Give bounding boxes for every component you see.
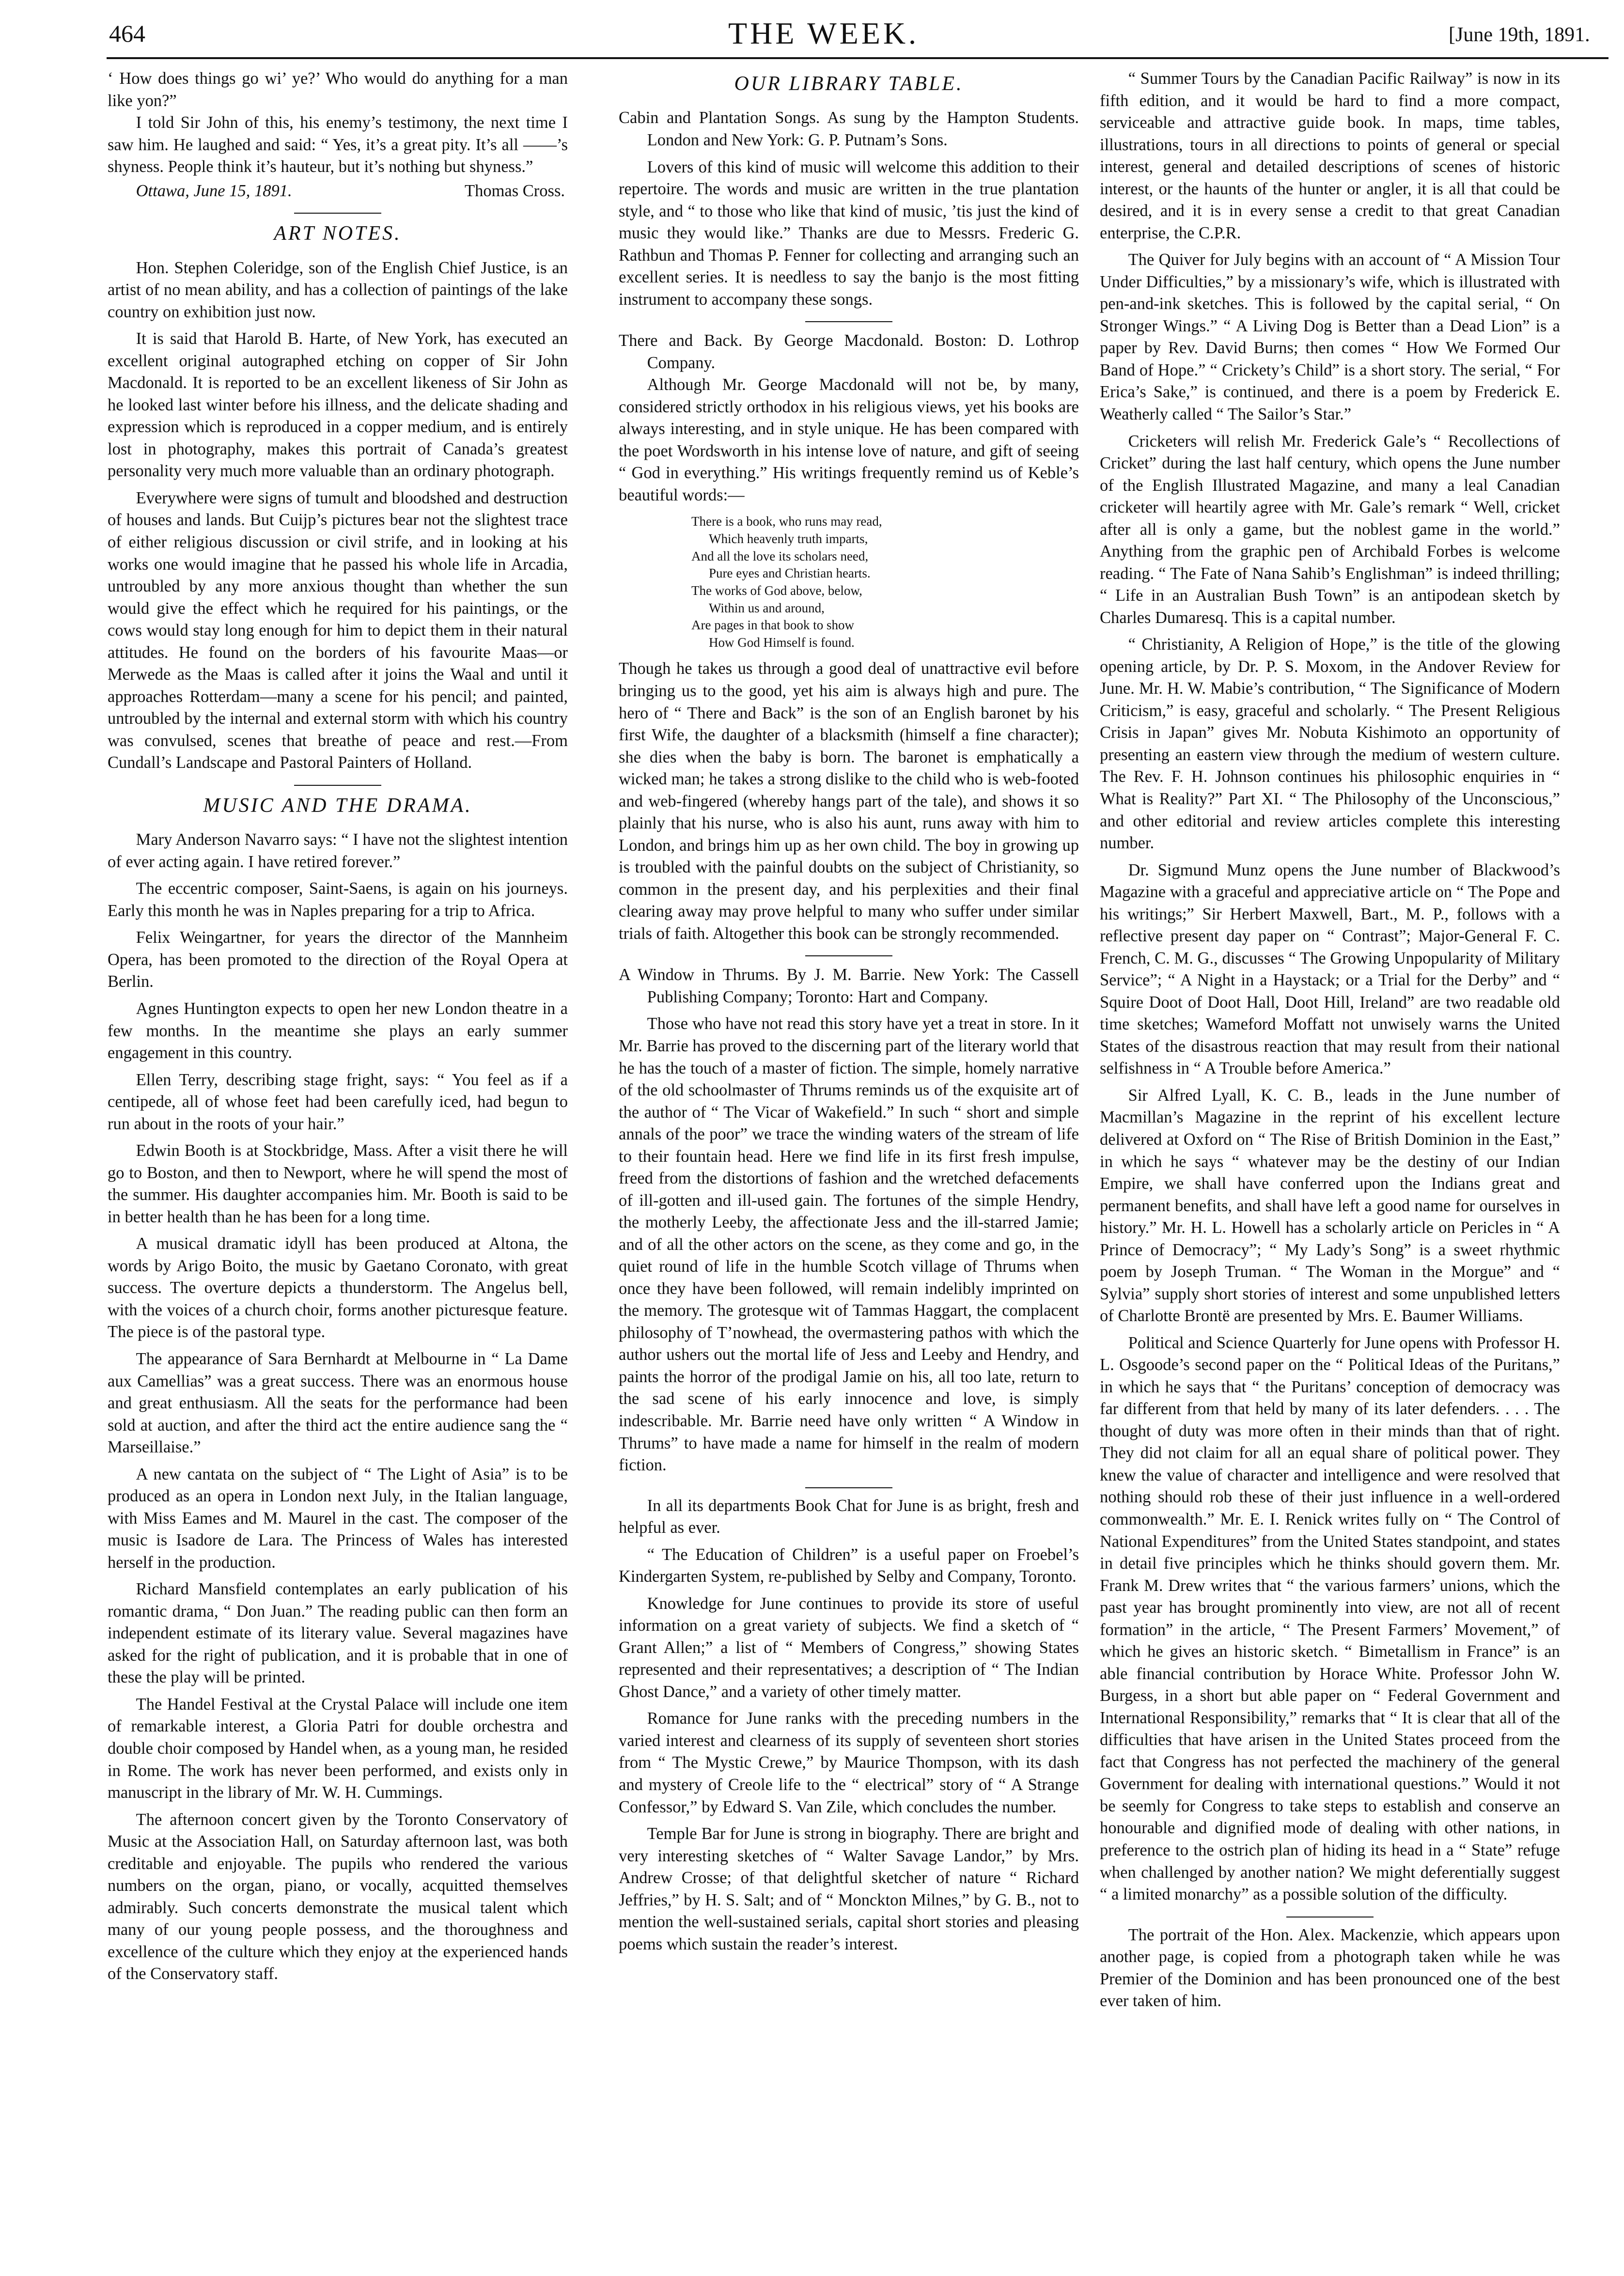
paragraph: Political and Science Quarterly for June opens with Professor H. L. Osgoode’s second paper on the “ Political Ideas of the Puritans,” in which he says that “ the Puritans’ conception of democracy was far different from that held by many of its later defenders. . . . The thought of duty was more often in their minds than that of right. They did not claim for all an equal share of political power. They knew the value of character and intelligence and were resolved that nothing should rob these of their just influence in a well-ordered commonwealth.” Mr. E. I. Renick writes fully on “ The Control of National Expenditures” from the United States standpoint, and states in detail five principles which he thinks should govern them. Mr. Frank M. Drew writes that “ the various farmers’ unions, which the past year has brought prominently into view, are not all of recent formation” in the article, “ The Present Farmers’ Movement,” of which he gives an historic sketch. “ Bimetallism in France” is an able financial contribution by Horace White. Professor John W. Burgess, in a short but able paper on “ Federal Government and International Responsibility,” remarks that “ It is clear that all of the difficulties that have arisen in the United States proceed from the fact that Congress has not perfected the machinery of the general Government for dealing with international questions.” Would it not be seemly for Congress to take steps to establish and conserve an honourable and dignified mode of dealing with other nations, in preference to the ostrich plan of hiding its head in a “ State” refuge when challenged by another nation? We might deferentially suggest “ a limited monarchy” as a possible solution of the difficulty. <box>1100 1333 1560 1904</box>
column-2 <box>619 68 1079 1955</box>
section-heading-music-drama: MUSIC AND THE DRAMA. <box>203 794 472 817</box>
section-heading-art-notes: ART NOTES. <box>274 222 402 245</box>
issue-date: [June 19th, 1891. <box>1449 24 1590 46</box>
review-title: Cabin and Plantation Songs. As sung by the Hampton Students. London and New York: G. P. Putnam’s Sons. <box>619 109 1079 149</box>
paragraph: “ The Education of Children” is a useful paper on Froebel’s Kindergarten System, re-published by Selby and Company, Toronto. <box>619 1545 1079 1586</box>
paragraph: I told Sir John of this, his enemy’s testimony, the next time I saw him. He laughed and said: “ Yes, it’s a great pity. It’s all ——’s shyness. People think it’s hauteur, but it’s nothing but shyness.” <box>108 113 568 176</box>
poem-line: And all the love its scholars need, <box>691 548 869 563</box>
paragraph: Cricketers will relish Mr. Frederick Gale’s “ Recollections of Cricket” during the last half century, which opens the June number of the English Illustrated Magazine, and many a leal Canadian cricketer will heartily agree with Mr. Gale’s remark “ Well, cricket after all is only a game, but the noblest game in the world.” Anything from the graphic pen of Archibald Forbes is welcome reading. “ The Fate of Nana Sahib’s Englishman” is indeed thrilling; “ Life in an Australian Bush Town” is an antipodean sketch by Charles Dumaresq. This is a capital number. <box>1100 432 1560 627</box>
page-number: 464 <box>109 20 145 47</box>
paragraph: The eccentric composer, Saint-Saens, is again on his journeys. Early this month he was in Naples preparing for a trip to Africa. <box>108 879 568 920</box>
paragraph: Lovers of this kind of music will welcome this addition to their repertoire. The words and music are written in the true plantation style, and “ to those who like that kind of music, ’tis just the kind of music they would like.” Thanks are due to Messrs. Frederic G. Rathbun and Thomas P. Fenner for collecting and arranging such an excellent series. It is needless to say the banjo is the most fitting instrument to accompany these songs. <box>619 157 1079 309</box>
paragraph: Edwin Booth is at Stockbridge, Mass. After a visit there he will go to Boston, and then to Newport, where he will spend the most of the summer. His daughter accompanies him. Mr. Booth is said to be in better health than he has been for a long time. <box>108 1141 568 1226</box>
section-rule <box>805 321 892 322</box>
poem-line: Within us and around, <box>709 600 825 615</box>
paragraph: Agnes Huntington expects to open her new London theatre in a few months. In the meantime she plays an early summer engagement in this country. <box>108 999 568 1062</box>
paragraph: A new cantata on the subject of “ The Light of Asia” is to be produced as an opera in London next July, in the Italian language, with Miss Eames and M. Maurel in the cast. The composer of the music is Isadore de Lara. The Princess of Wales has interested herself in the production. <box>108 1465 568 1572</box>
paragraph: The appearance of Sara Bernhardt at Melbourne in “ La Dame aux Camellias” was a great success. There was an enormous house and great enthusiasm. All the seats for the performance had been sold at auction, and after the third act the entire audience sang the “ Marseillaise.” <box>108 1349 568 1457</box>
paragraph: Those who have not read this story have yet a treat in store. In it Mr. Barrie has proved to the discerning part of the literary world that he has the touch of a master of fiction. The simple, homely narrative of the old schoolmaster of Thrums reminds us of the exquisite art of the author of “ The Vicar of Wakefield.” In such “ short and simple annals of the poor” we trace the winding waters of the stream of life to their fountain head. Here we find life in its first fresh impulse, freed from the distortions of fashion and the wretched defacements of ill-gotten and ill-used gain. The fortunes of the simple Hendry, the motherly Leeby, the affectionate Jess and the ill-starred Jamie; and of all the other actors on the scene, as they come and go, in the quiet round of life in the humble Scotch village of Thrums when once they have been followed, will remain indelibly imprinted on the memory. The grotesque wit of Tammas Haggart, the complacent philosophy of T’nowhead, the overmastering pathos with which the author ushers out the mortal life of Jess and Leeby and Hendry, and paints the horror of the prodigal Jamie on his, all too late, return to the sad scene of his early innocence and love, is simply indescribable. Mr. Barrie need have only written “ A Window in Thrums” to have made a name for himself in the realm of modern fiction. <box>619 1014 1079 1475</box>
paragraph: Romance for June ranks with the preceding numbers in the varied interest and clearness of its supply of seventeen short stories from “ The Mystic Crewe,” by Maurice Thompson, with its dash and mystery of Creole life to the “ electrical” story of “ A Strange Confessor,” by Edward S. Van Zile, which concludes the number. <box>619 1709 1079 1816</box>
paragraph: Felix Weingartner, for years the director of the Mannheim Opera, has been promoted to the direction of the Royal Opera at Berlin. <box>108 928 568 991</box>
signature-name: Thomas Cross. <box>465 181 565 200</box>
poem-line: How God Himself is found. <box>709 635 855 650</box>
paragraph: In all its departments Book Chat for June is as bright, fresh and helpful as ever. <box>619 1496 1079 1537</box>
paragraph: “ Summer Tours by the Canadian Pacific Railway” is now in its fifth edition, and it would be hard to find a more compact, serviceable and attractive guide book. In maps, time tables, illustrations, tours in all directions to points of general or special interest, general and detailed descriptions of scenes of historic interest, or the haunts of the hunter or angler, it is all that could be desired, and it is in every sense a credit to that great Canadian enterprise, the C.P.R. <box>1100 69 1560 242</box>
section-rule <box>294 213 381 214</box>
review-title: A Window in Thrums. By J. M. Barrie. New York: The Cassell Publishing Company; Toronto: Hart and Company. <box>619 966 1079 1006</box>
section-rule <box>805 1487 892 1488</box>
paragraph: Hon. Stephen Coleridge, son of the English Chief Justice, is an artist of no mean ability, and has a collection of paintings of the lake country on exhibition just now. <box>108 258 568 321</box>
paragraph: Though he takes us through a good deal of unattractive evil before bringing us to the good, yet his aim is always high and pure. The hero of “ There and Back” is the son of an English baronet by his first Wife, the daughter of a blacksmith (himself a fine character); she dies when the baby is born. The baronet is emphatically a wicked man; he takes a strong dislike to the child who is web-footed and web-fingered (whereby hangs part of the tale), and shows it so plainly that his nurse, who is also his aunt, runs away with him to London, and brings him up as her own child. The boy in growing up is troubled with the painful doubts on the subject of Christianity, so common in the present day, and his perplexities and their final clearing away may prove helpful to many who suffer under similar trials of faith. Altogether this book can be strongly recommended. <box>619 659 1079 943</box>
paragraph: Sir Alfred Lyall, K. C. B., leads in the June number of Macmillan’s Magazine in the reprint of his excellent lecture delivered at Oxford on “ The Rise of British Dominion in the East,” in which he says “ whatever may be the destiny of our Indian Empire, we shall have conferred upon the Indians great and permanent benefits, and shall have left a good name for ourselves in history.” Mr. H. L. Howell has a scholarly article on Pericles in “ A Prince of Democracy”; “ My Lady’s Song” is a sweet rhythmic poem by Joseph Truman. “ The Woman in the Morgue” and “ Sylvia” supply short stories of interest and some unpublished letters of Charlotte Brontë are presented by Mrs. E. Baumer Williams. <box>1100 1086 1560 1325</box>
signature-place: Ottawa, June 15, 1891. <box>136 181 292 200</box>
paragraph: Temple Bar for June is strong in biography. There are bright and very interesting sketches of “ Walter Savage Landor,” by Mrs. Andrew Crosse; of that delightful sketcher of nature “ Richard Jeffries,” by H. S. Salt; and of “ Monckton Milnes,” by G. B., not to mention the well-sustained serials, capital short stories and pleasing poems which sustain the reader’s interest. <box>619 1824 1079 1953</box>
column-1 <box>108 68 568 1985</box>
poem-line: Which heavenly truth imparts, <box>709 531 868 546</box>
paragraph: Dr. Sigmund Munz opens the June number of Blackwood’s Magazine with a graceful and appreciative article on “ The Pope and his writings;” Sir Herbert Maxwell, Bart., M. P., follows with a reflective present day paper on “ Contrast”; Major-General F. C. French, C. M. G., discusses “ The Growing Unpopularity of Military Service”; “ A Night in a Haystack; or a Trial for the Derby” and “ Squire Doot of Doot Hall, Doot Hill, Ireland” are two readable old time sketches; Wameford Moffatt not unwisely warns the United States of the disastrous reaction that may result from their national selfishness in “ A Trouble before America.” <box>1100 860 1560 1078</box>
paragraph: Knowledge for June continues to provide its store of useful information on a great variety of subjects. We find a sketch of “ Grant Allen;” a list of “ Members of Congress,” showing States represented and their representatives; a description of “ The Indian Ghost Dance,” and a variety of other timely matter. <box>619 1594 1079 1701</box>
paragraph: Although Mr. George Macdonald will not be, by many, considered strictly orthodox in his religious views, yet his books are always interesting, and in style unique. He has been compared with the poet Wordsworth in his intense love of nature, and gift of seeing “ God in everything.” His writings frequently remind us of Keble’s beautiful words:— <box>619 375 1079 504</box>
masthead-title: THE WEEK. <box>728 16 920 50</box>
section-rule <box>805 955 892 956</box>
paragraph: The Quiver for July begins with an account of “ A Mission Tour Under Difficulties,” by a missionary’s wife, which is illustrated with pen-and-ink sketches. This is followed by the capital serial, “ On Stronger Wings.” “ A Living Dog is Better than a Dead Lion” is a paper by Rev. David Burns; then comes “ How We Formed Our Band of Hope.” “ Crickety’s Child” is a short story. The serial, “ For Erica’s Sake,” is continued, and there is a poem by Frederick E. Weatherly called “ The Sailor’s Star.” <box>1100 250 1560 423</box>
paragraph: Richard Mansfield contemplates an early publication of his romantic drama, “ Don Juan.” The reading public can then form an independent estimate of its literary value. Several magazines have asked for the right of publication, and it is probable that in one of these the play will be printed. <box>108 1580 568 1687</box>
poem-line: Pure eyes and Christian hearts. <box>709 566 871 581</box>
paragraph: The afternoon concert given by the Toronto Conservatory of Music at the Association Hall, on Saturday afternoon last, was both creditable and enjoyable. The pupils who rendered the various numbers on the organ, piano, or vocally, acquitted themselves admirably. Such concerts demonstrate the musical talent which many of our young people possess, and the thoroughness and excellence of the culture which they enjoy at the experienced hands of the Conservatory staff. <box>108 1810 568 1983</box>
paragraph: The portrait of the Hon. Alex. Mackenzie, which appears upon another page, is copied from a photograph taken while he was Premier of the Dominion and has been pronounced one of the best ever taken of him. <box>1100 1925 1560 2011</box>
paragraph: Ellen Terry, describing stage fright, says: “ You feel as if a centipede, all of whose feet had been carefully iced, had begun to run about in the roots of your hair.” <box>108 1070 568 1133</box>
column-3 <box>1100 68 1560 2012</box>
section-rule <box>294 785 381 786</box>
signature-line <box>108 178 568 203</box>
poem-line: Are pages in that book to show <box>691 618 854 633</box>
section-heading-library-table: OUR LIBRARY TABLE. <box>734 73 964 95</box>
paragraph: “ Christianity, A Religion of Hope,” is the title of the glowing opening article, by Dr. P. S. Moxom, in the Andover Review for June. Mr. H. W. Mabie’s contribution, “ The Significance of Modern Criticism,” is easy, graceful and scholarly. “ The Present Religious Crisis in Japan” gives Mr. Nobuta Kishimoto an opportunity of presenting an eastern view through the medium of western culture. The Rev. F. H. Johnson continues his philosophic enquiries in “ What is Reality?” Part XI. “ The Philosophy of the Unconscious,” and other editorial and review articles complete this interesting number. <box>1100 635 1560 853</box>
paragraph: The Handel Festival at the Crystal Palace will include one item of remarkable interest, a Gloria Patri for double orchestra and double choir composed by Handel when, as a young man, he resided in Rome. The work has never been performed, and exists only in manuscript in the library of Mr. W. H. Cummings. <box>108 1695 568 1802</box>
review-title: There and Back. By George Macdonald. Boston: D. Lothrop Company. <box>619 331 1079 372</box>
paragraph: Everywhere were signs of tumult and bloodshed and destruction of houses and lands. But Cuijp’s pictures bear not the slightest trace of either religious discussion or civil strife, and in looking at his works one would imagine that he passed his whole life in Arcadia, untroubled by any more anxious thought than whether the sun would give the effect which he required for his paintings, or the cows would stay long enough for him to depict them in their natural attitudes. He found on the borders of his favourite Maas—or Merwede as the Maas is called after it joins the Waal and until it approaches Rotterdam—many a scene for his pencil; and painted, untroubled by the internal and external storm with which his country was convulsed, scenes that breathe of peace and rest.—From Cundall’s Landscape and Pastoral Painters of Holland. <box>108 488 568 772</box>
paragraph: Mary Anderson Navarro says: “ I have not the slightest intention of ever acting again. I have retired forever.” <box>108 830 568 871</box>
paragraph: A musical dramatic idyll has been produced at Altona, the words by Arigo Boito, the music by Gaetano Coronato, with great success. The overture depicts a thunderstorm. The Angelus bell, with the voices of a church choir, forms another picturesque feature. The piece is of the pastoral type. <box>108 1234 568 1341</box>
poem <box>691 513 1079 651</box>
paragraph: It is said that Harold B. Harte, of New York, has executed an excellent original autographed etching on copper of Sir John Macdonald. It is reported to be an excellent likeness of Sir John as he looked last winter before his illness, and the delicate shading and expression which is reproduced in a copper medium, and is entirely lost in photography, makes this portrait of Canada’s greatest personality very much more valuable than an ordinary photograph. <box>108 329 568 481</box>
header-rule <box>107 57 1608 59</box>
paragraph: ‘ How does things go wi’ ye?’ Who would do anything for a man like yon?” <box>108 69 568 110</box>
poem-line: There is a book, who runs may read, <box>691 514 882 529</box>
poem-line: The works of God above, below, <box>691 583 862 598</box>
